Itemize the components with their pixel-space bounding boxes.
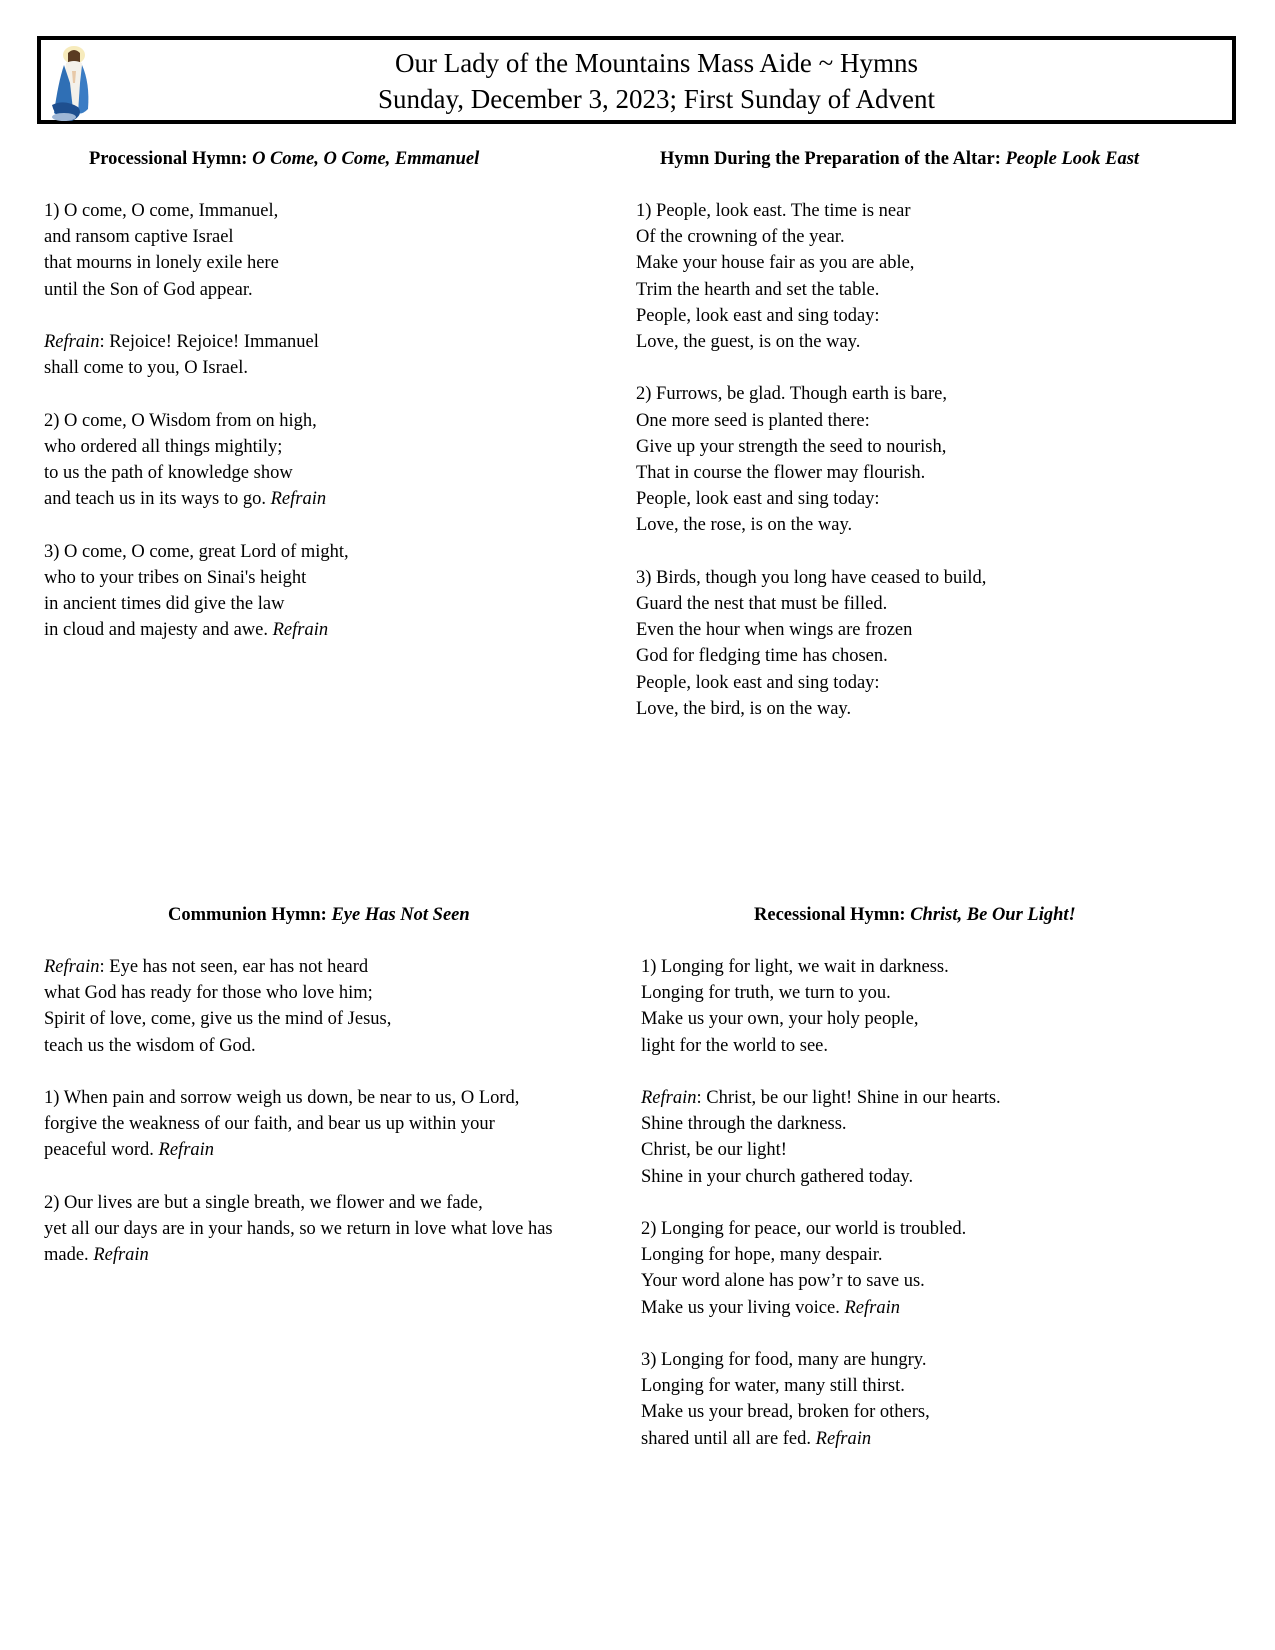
verse-1: [44, 198, 604, 303]
lyric-line: Christ, be our light!: [641, 1140, 787, 1161]
lyric-line: 1) O come, O come, Immanuel,: [44, 201, 279, 221]
lyric-line: Make us your bread, broken for others,: [641, 1402, 930, 1423]
processional-hymn-heading: [44, 147, 604, 171]
refrain-label: Refrain: [44, 957, 100, 977]
verse-2: [44, 1190, 634, 1269]
lyric-line: One more seed is planted there:: [636, 410, 870, 431]
verse-3: [44, 539, 604, 644]
lyric-line: 2) Longing for peace, our world is troubled.: [641, 1219, 967, 1239]
lyric-line: teach us the wisdom of God.: [44, 1035, 256, 1056]
lyric-line: that mourns in lonely exile here: [44, 253, 279, 274]
verse-3: [641, 1347, 1231, 1452]
refrain-tag: Refrain: [815, 1428, 872, 1449]
hymn-label: Hymn During the Preparation of the Altar:: [660, 149, 1006, 169]
hymn-title: Christ, Be Our Light!: [910, 905, 1076, 925]
mary-statue-icon: [44, 43, 96, 123]
verse-1: [641, 954, 1231, 1059]
lyric-line: Even the hour when wings are frozen: [636, 620, 913, 641]
lyric-line: Guard the nest that must be filled.: [636, 594, 888, 615]
communion-hymn-section: [44, 903, 634, 1268]
lyric-line: 2) Furrows, be glad. Though earth is bare,: [636, 384, 948, 405]
lyric-line: Make us your own, your holy people,: [641, 1009, 919, 1030]
lyric-line: and teach us in its ways to go. Refrain: [44, 489, 327, 510]
verse-1: [636, 198, 1236, 355]
lyric-line: 1) When pain and sorrow weigh us down, be near to us, O Lord,: [44, 1088, 520, 1108]
refrain-label: Refrain: [44, 332, 100, 352]
refrain-tag: Refrain: [93, 1245, 149, 1266]
verse-2: [44, 408, 604, 513]
lyric-line: to us the path of knowledge show: [44, 463, 293, 483]
verse-2: [636, 381, 1236, 538]
lyric-line: 1) People, look east. The time is near: [636, 201, 911, 221]
lyric-line: 3) Birds, though you long have ceased to build,: [636, 567, 987, 588]
hymn-title: Eye Has Not Seen: [331, 905, 470, 925]
refrain: [641, 1085, 1231, 1190]
hymn-title: O Come, O Come, Emmanuel: [252, 149, 480, 169]
lyric-line: forgive the weakness of our faith, and bear us up within your: [44, 1114, 495, 1135]
preparation-hymn-heading: [636, 147, 1236, 171]
refrain-label: Refrain: [641, 1088, 697, 1108]
refrain-tag: Refrain: [844, 1297, 900, 1318]
refrain-tag: Refrain: [158, 1140, 215, 1161]
lyric-line: Refrain: Christ, be our light! Shine in our hearts.: [641, 1088, 1001, 1108]
lyric-line: People, look east and sing today:: [636, 305, 880, 326]
preparation-hymn-section: [636, 147, 1236, 722]
lyric-line: God for fledging time has chosen.: [636, 646, 888, 667]
lyric-line: Shine through the darkness.: [641, 1114, 847, 1135]
hymn-label: Processional Hymn:: [89, 149, 253, 169]
lyric-line: peaceful word. Refrain: [44, 1140, 215, 1161]
lyric-line: in cloud and majesty and awe. Refrain: [44, 620, 329, 641]
lyric-line: in ancient times did give the law: [44, 594, 285, 614]
page-title: Our Lady of the Mountains Mass Aide ~ Hymns: [394, 48, 919, 78]
refrain: [44, 954, 634, 1059]
page-subtitle: Sunday, December 3, 2023; First Sunday of Advent: [378, 84, 935, 114]
hymn-title: People Look East: [1005, 149, 1140, 169]
lyric-line: Longing for water, many still thirst.: [641, 1376, 905, 1397]
lyric-line: and ransom captive Israel: [44, 227, 234, 248]
lyric-line: People, look east and sing today:: [636, 489, 880, 510]
lyric-line: Love, the rose, is on the way.: [636, 515, 853, 536]
lyric-line: Spirit of love, come, give us the mind of Jesus,: [44, 1009, 392, 1030]
lyric-line: 1) Longing for light, we wait in darkness.: [641, 957, 949, 977]
communion-hymn-heading: [44, 903, 634, 927]
lyric-line: until the Son of God appear.: [44, 279, 253, 300]
lyric-line: Make your house fair as you are able,: [636, 253, 915, 274]
lyric-line: 3) O come, O come, great Lord of might,: [44, 541, 349, 562]
verse-2: [641, 1216, 1231, 1321]
lyric-line: Shine in your church gathered today.: [641, 1166, 914, 1187]
lyric-line: who ordered all things mightily;: [44, 436, 283, 457]
lyric-line: light for the world to see.: [641, 1035, 829, 1056]
lyric-line: That in course the flower may flourish.: [636, 463, 926, 484]
refrain: [44, 329, 604, 381]
recessional-hymn-heading: [641, 903, 1231, 927]
lyric-line: 2) Our lives are but a single breath, we flower and we fade,: [44, 1192, 483, 1213]
lyric-line: who to your tribes on Sinai's height: [44, 567, 307, 588]
refrain-tag: Refrain: [272, 620, 329, 641]
verse-1: [44, 1085, 634, 1164]
lyric-line: Love, the guest, is on the way.: [636, 332, 861, 353]
lyric-line: 2) O come, O Wisdom from on high,: [44, 410, 317, 431]
lyric-line: made. Refrain: [44, 1245, 149, 1266]
lyric-line: People, look east and sing today:: [636, 672, 880, 693]
lyric-line: Make us your living voice. Refrain: [641, 1297, 900, 1318]
header-box: [37, 36, 1236, 124]
lyric-line: Refrain: Rejoice! Rejoice! Immanuel: [44, 332, 319, 352]
lyric-line: what God has ready for those who love him;: [44, 983, 373, 1004]
lyric-line: yet all our days are in your hands, so we return in love what love has: [44, 1219, 553, 1239]
lyric-line: Love, the bird, is on the way.: [636, 698, 852, 719]
processional-hymn-section: [44, 147, 604, 643]
lyric-line: shared until all are fed. Refrain: [641, 1428, 872, 1449]
lyric-line: Of the crowning of the year.: [636, 227, 845, 248]
hymn-label: Communion Hymn:: [168, 905, 332, 925]
lyric-line: shall come to you, O Israel.: [44, 358, 248, 379]
lyric-line: Give up your strength the seed to nourish,: [636, 436, 947, 457]
lyric-line: Longing for hope, many despair.: [641, 1245, 883, 1266]
refrain-tag: Refrain: [270, 489, 327, 510]
lyric-line: Longing for truth, we turn to you.: [641, 983, 891, 1004]
lyric-line: Your word alone has pow’r to save us.: [641, 1271, 925, 1292]
verse-3: [636, 565, 1236, 722]
lyric-line: 3) Longing for food, many are hungry.: [641, 1350, 927, 1370]
lyric-line: Trim the hearth and set the table.: [636, 279, 880, 300]
hymn-label: Recessional Hymn:: [754, 905, 911, 925]
lyric-line: Refrain: Eye has not seen, ear has not heard: [44, 957, 369, 977]
recessional-hymn-section: [641, 903, 1231, 1452]
